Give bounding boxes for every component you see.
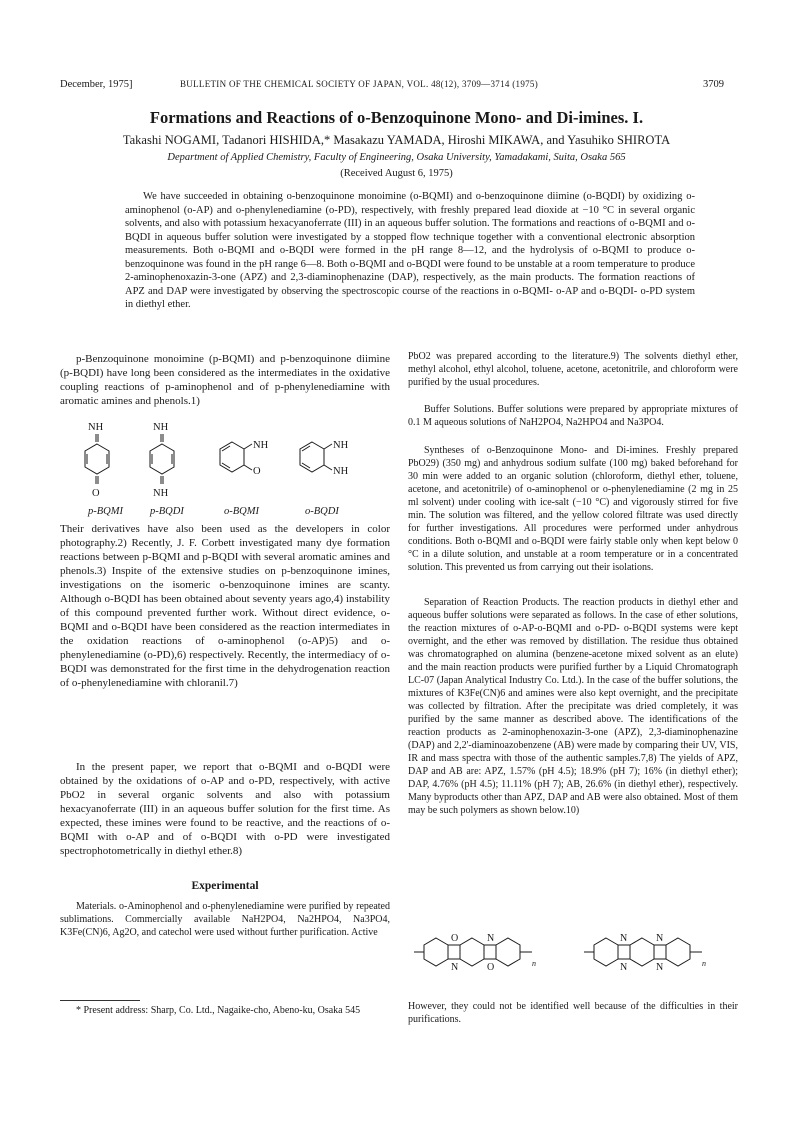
footnote: * Present address: Sharp, Co. Ltd., Nagaike-cho, Abeno-ku, Osaka 545 xyxy=(76,1005,361,1016)
author-list: Takashi NOGAMI, Tadanori HISHIDA,* Masakazu YAMADA, Hiroshi MIKAWA, and Yasuhiko SHIROTA xyxy=(122,133,671,147)
materials-paragraph: Materials. o-Aminophenol and o-phenylenediamine were purified by repeated sublimations. Commercially available NaH2PO4, Na2HPO4, Na3PO4, K3Fe(CN)6, Ag2O, and catechol were used without further purification. Active xyxy=(60,901,390,938)
received-date: (Received August 6, 1975) xyxy=(340,168,453,179)
phenoxazine-o-atom-1: O xyxy=(451,933,459,944)
header-date: December, 1975] xyxy=(60,79,133,90)
o-bqdi-structure xyxy=(300,440,349,477)
syntheses-paragraph: Syntheses of o-Benzoquinone Mono- and Di-imines. Freshly prepared PbO29) (350 mg) and anhydrous sodium sulfate (100 mg) baked beforehand for 30 min were added to an organic solution (chloroform, diethyl ether, toluene, acetone, and acetonitrile) of o-aminophenol or o-phenylenediamine (2 mg in 25 ml solvent) under cooling with ice-salt (−10 °C) and vigorously stirred for five min. The solution was filtered, and the yellow colored filtrate was used directly for further investigations. All procedures were performed under anhydrous conditions. Both o-BQMI and o-BQDI were fairly stable only when kept below 0 °C in a dilute solution, and unstable at a room temperature or in a concentrated solution. This prevented us from carrying out their isolations. xyxy=(408,445,738,573)
p-bqdi-nh-bottom-label: NH xyxy=(153,488,169,499)
o-bqdi-nh-top-label: NH xyxy=(333,440,349,451)
o-bqmi-structure xyxy=(220,440,269,477)
phenoxazine-repeat-subscript: n xyxy=(532,959,536,968)
reagents-paragraph: PbO2 was prepared according to the literature.9) The solvents diethyl ether, methyl alcohol, ethyl alcohol, toluene, acetone, acetonitrile, and chloroform were purified by the usual procedures. xyxy=(408,351,738,388)
intro-paragraph-1: p-Benzoquinone monoimine (p-BQMI) and p-benzoquinone diimine (p-BQDI) have long been considered as the intermediates in the oxidative coupling reactions of p-aminophenol and of p-phenylenediamine with aromatic amines and phenols.1) xyxy=(60,353,390,407)
phenazine-n-atom-4: N xyxy=(656,962,664,973)
p-bqmi-nh-label: NH xyxy=(88,422,104,433)
footnote-rule xyxy=(60,1000,140,1001)
phenazine-repeat-subscript: n xyxy=(702,959,706,968)
abstract: We have succeeded in obtaining o-benzoquinone monoimine (o-BQMI) and o-benzoquinone diimine (o-BQDI) by oxidizing o-aminophenol (o-AP) and o-phenylenediamine (o-PD), respectively, with freshly prepared lead dioxide at −10 °C in several organic solvents, and also with potassium hexacyanoferrate (III) in an aqueous buffer solution. The formations and reactions of o-BQMI and o-BQDI in aqueous buffer solution were investigated by a stopped flow technique together with a conventional electronic absorption measurements. Both o-BQMI and o-BQDI were formed in the pH range 8—12, and the hydrolysis of o-BQMI to produce o-benzoquinone was found in the pH range 6—8. Both o-BQMI and o-BQDI were found to be unstable at a room temperature to produce 2-aminophenoxazin-3-one (APZ) and 2,3-diaminophenazine (DAP), respectively, as the main products. The formation reactions of APZ and DAP were investigated by observing the spectroscopic course of the reactions in o-BQMI- o-AP and o-BQDI- o-PD system in diethyl ether. xyxy=(125,191,695,310)
o-bqdi-nh-bottom-label: NH xyxy=(333,466,349,477)
byproduct-polymer-structures xyxy=(408,912,738,994)
phenazine-n-atom-3: N xyxy=(656,933,664,944)
structure-label-o-bqmi: o-BQMI xyxy=(224,506,259,517)
phenazine-polymer-structure xyxy=(584,933,706,973)
phenazine-n-atom-2: N xyxy=(620,962,628,973)
structure-label-p-bqmi: p-BQMI xyxy=(88,506,123,517)
p-bqdi-structure xyxy=(150,422,174,499)
o-bqmi-o-label: O xyxy=(253,466,261,477)
p-bqdi-nh-top-label: NH xyxy=(153,422,169,433)
p-bqmi-o-label: O xyxy=(92,488,100,499)
phenoxazine-n-atom-1: N xyxy=(451,962,459,973)
header-page-number: 3709 xyxy=(703,79,724,90)
phenoxazine-n-atom-2: N xyxy=(487,933,495,944)
phenoxazine-polymer-structure xyxy=(414,933,536,973)
intro-paragraph-3: In the present paper, we report that o-BQMI and o-BQDI were obtained by the oxidations of o-AP and o-PD, respectively, with active PbO2 in several organic solvents and also with potassium hexacyanoferrate (III) in an aqueous buffer solution for the first time. As expected, these imines were found to be reactive, and the reactions of o-BQMI with o-AP and of o-BQDI with o-PD were investigated spectrophotometrically in diethyl ether.8) xyxy=(60,761,390,857)
structure-label-o-bqdi: o-BQDI xyxy=(305,506,339,517)
paper-title: Formations and Reactions of o-Benzoquinone Mono- and Di-imines. I. xyxy=(149,108,644,127)
structure-label-p-bqdi: p-BQDI xyxy=(150,506,184,517)
imine-structures-figure xyxy=(60,420,390,504)
phenoxazine-o-atom-2: O xyxy=(487,962,495,973)
section-heading-experimental: Experimental xyxy=(191,880,259,892)
header-journal: BULLETIN OF THE CHEMICAL SOCIETY OF JAPAN, VOL. 48(12), 3709—3714 (1975) xyxy=(180,79,539,89)
o-bqmi-nh-label: NH xyxy=(253,440,269,451)
phenazine-n-atom-1: N xyxy=(620,933,628,944)
buffer-solutions-paragraph: Buffer Solutions. Buffer solutions were prepared by appropriate mixtures of 0.1 M aqueous solutions of NaH2PO4, Na2HPO4 and Na3PO4. xyxy=(408,404,738,428)
affiliation: Department of Applied Chemistry, Faculty of Engineering, Osaka University, Yamadakami, Suita, Osaka 565 xyxy=(167,152,626,163)
closing-paragraph: However, they could not be identified well because of the difficulties in their purifications. xyxy=(408,1001,738,1025)
intro-paragraph-2: Their derivatives have also been used as the developers in color photography.2) Recently, J. F. Corbett investigated many dye formation reactions between p-BQMI and p-BQDI with several aromatic amines and phenols.3) Inspite of the extensive studies on p-benzoquinone imines, investigations on the isomeric o-benzoquinone imines are scanty. Although o-BQDI has been obtained about seventy years ago,4) instability of this compound prevented further work. Without direct evidence, o-BQMI and o-BQDI have been considered as the reaction intermediates in the oxidation reactions of o-aminophenol (o-AP)5) and o-phenylenediamine (o-PD),6) respectively. Recently, the intermediacy of o-BQDI was demonstrated for the first time in the dehydrogenation reaction of o-phenylenediamine with chloranil.7) xyxy=(60,523,390,689)
p-bqmi-structure xyxy=(85,422,109,499)
separation-paragraph: Separation of Reaction Products. The reaction products in diethyl ether and aqueous buffer solutions were separated as follows. In the case of ether solutions, the reaction mixtures of o-AP-o-BQMI and o-PD- o-BQDI systems were kept overnight, and the ether was removed by distillation. The residue thus obtained was chromatographed on alumina (benzene-acetone mixed solvent as an elute) and the main reaction products were purified further by a Liquid Chromatograph LC-07 (Japan Analytical Industry Co. Ltd.). In the case of the buffer solutions, the mixtures of K3Fe(CN)6 and amines were also kept overnight, and the precipitate was collected by filtration. After the precipitate was dried completely, it was purified by the same manner as described above. The identifications of the reaction products as 2-aminophenoxazin-3-one (APZ), 2,3-diaminophenazine (DAP) and 2,2'-diaminoazobenzene (AB) were made by comparing their UV, VIS, IR and mass spectra with those of the authentic samples.7,8) The yields of APZ, DAP and AB are: APZ, 1.57% (pH 4.5); 18.9% (pH 7); 16% (in diethyl ether); DAP, 4.76% (pH 4.5); 11.11% (pH 7); AB, 26.6% (in diethyl ether), respectively. Many byproducts other than APZ, DAP and AB were also obtained. Most of them may be such polymers as shown below.10) xyxy=(408,597,738,816)
